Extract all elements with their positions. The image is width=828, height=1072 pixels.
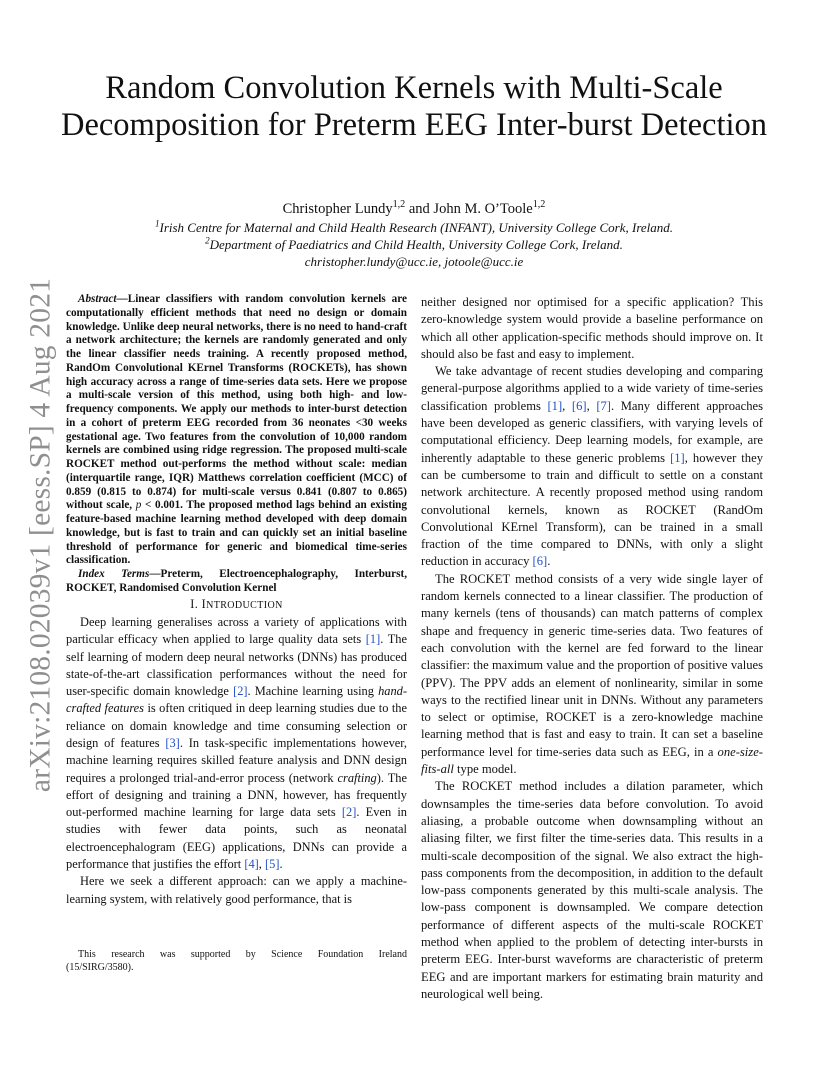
- index-terms: [66, 568, 407, 596]
- left-column: [66, 293, 407, 908]
- text-run: . The self learning of modern deep neural networks (DNNs) has produced state-of-the-art classification performances without the need for user-specific domain knowledge: [66, 632, 407, 699]
- affiliation-1-mark: 1: [154, 218, 160, 229]
- affiliation-2-mark: 2: [205, 235, 210, 246]
- author-1: Christopher Lundy: [282, 201, 393, 217]
- text-run: type model.: [453, 762, 517, 777]
- right-paragraph-3: [421, 571, 763, 779]
- text-run: . Many different approaches have been developed as generic classifiers, with varying levels of computational efficiency. Deep learning models, for example, are inherently adaptable to these generic problems: [421, 398, 764, 465]
- citation-link[interactable]: [2]: [233, 684, 248, 699]
- citation-link[interactable]: [4]: [244, 857, 259, 872]
- text-run: ,: [586, 398, 597, 413]
- footnote-line-2: (15/SIRG/3580).: [66, 962, 134, 973]
- text-run: We take advantage of recent studies developing and comparing general-purpose algorithms applied to a wide variety of time-series classification problems: [421, 364, 763, 413]
- funding-footnote: [66, 948, 407, 974]
- abstract-p-symbol: p: [135, 499, 142, 512]
- text-run: , however they can be cumbersome to train and difficult to settle on a constant network architecture. A recently proposed method using random convolutional kernels, known as ROCKET (RandOm Convolutional KErnel Transform), can be trained in a small fraction of the time compared to DNNs, with only a slight reduction in accuracy: [421, 450, 763, 569]
- intro-paragraph-2: Here we seek a different approach: can we apply a machine-learning system, with relatively good performance, that is: [66, 874, 407, 906]
- section-heading-introduction: [66, 596, 407, 614]
- index-terms-label: Index Terms: [78, 568, 150, 580]
- text-run: . Machine learning using: [247, 684, 379, 699]
- text-run: . In task-specific implementations however, machine learning requires skilled feature analysis and DNN design requires a prolonged trial-and-error process (network: [66, 735, 407, 785]
- text-run: .: [279, 857, 283, 872]
- author-2: and John M. O’Toole: [405, 201, 533, 217]
- index-terms-text: —Preterm, Electroencephalography, Interburst, ROCKET, Randomised Convolution Kernel: [66, 568, 407, 594]
- citation-link[interactable]: [2]: [341, 805, 357, 820]
- citation-link[interactable]: [3]: [165, 735, 180, 750]
- affiliation-1-text: Irish Centre for Maternal and Child Health Research (INFANT), University College Cork, Ireland.: [159, 220, 674, 235]
- citation-link[interactable]: [1]: [547, 398, 563, 413]
- text-run: ). The effort of designing and training a DNN, however, has frequently out-performed machine learning for large data sets: [66, 770, 407, 820]
- intro-paragraph-1: [66, 614, 407, 873]
- right-column: [421, 294, 763, 1003]
- abstract-text-2: < 0.001. The proposed method lags behind an existing feature-based machine learning method developed with deep domain knowledge, but is fast to train and can quickly set an initial baseline threshold of performance for generic and biomedical time-series classification.: [66, 499, 407, 567]
- right-paragraph-1: neither designed nor optimised for a specific application? This zero-knowledge system would provide a baseline performance on which all other application-specific methods should improve on. It should also be fast and easy to implement.: [421, 295, 763, 361]
- author-line: [0, 200, 828, 218]
- abstract: [66, 293, 407, 568]
- citation-link[interactable]: [1]: [670, 450, 685, 465]
- author-emails: christopher.lundy@ucc.ie, jotoole@ucc.ie: [304, 254, 524, 269]
- abstract-text-1: —Linear classifiers with random convolution kernels are computationally efficient methods that need no design or domain knowledge. Unlike deep neural networks, there is no need to hand-craft a network architecture; the kernels are randomly generated and only the linear classifier needs training. A recently proposed method, RandOm Convolutional KErnel Transforms (ROCKETs), has shown high accuracy across a range of time-series data sets. Here we propose a multi-scale version of this method, using both high- and low-frequency components. We apply our methods to inter-burst detection in a cohort of preterm EEG recorded from 36 neonates <30 weeks gestational age. Two features from the convolution of 10,000 random kernels are combined using ridge regression. The proposed multi-scale ROCKET method out-performs the method without scale: median (interquartile range, IQR) Matthews correlation coefficient (MCC) of 0.859 (0.815 to 0.874) for multi-scale versus 0.841 (0.807 to 0.865) without scale,: [66, 293, 407, 512]
- author-1-affil: 1,2: [392, 199, 406, 211]
- text-run: ,: [562, 398, 572, 413]
- paper-title: Random Convolution Kernels with Multi-Scale Decomposition for Preterm EEG Inter-burst Detection: [60, 70, 768, 143]
- text-run: . Even in studies with fewer data points, such as neonatal electroencephalogram (EEG) applications, DNNs can provide a performance that justifies the effort: [66, 805, 407, 872]
- text-run: Deep learning generalises across a variety of applications with particular efficacy when applied to large quality data sets: [66, 614, 407, 647]
- citation-link[interactable]: [6]: [571, 398, 587, 413]
- right-paragraph-4: The ROCKET method includes a dilation parameter, which downsamples the time-series data before convolution. To avoid aliasing, a probable outcome when downsampling without an aliasing filter, we first filter the time-series data. This results in a multi-scale decomposition of the signal. We also extract the high-pass components from the decomposition, in addition to the default low-pass components generated by this multi-scale analysis. The low-pass component is downsampled. We compare detection performance of different aspects of the multi-scale ROCKET method when applied to the problem of detecting inter-bursts in preterm EEG. Inter-burst waveforms are characteristic of preterm EEG and are important markers for estimating brain maturity and neurological well being.: [421, 779, 763, 1001]
- arxiv-identifier-text: arXiv:2108.02039v1 [eess.SP] 4 Aug 2021: [24, 277, 57, 793]
- section-heading-rest: NTRODUCTION: [206, 599, 283, 611]
- citation-link[interactable]: [5]: [265, 857, 280, 872]
- text-run: is often critiqued in deep learning studies due to the reliance on domain knowledge and time consuming selection or design of features: [66, 701, 407, 750]
- citation-link[interactable]: [6]: [532, 554, 548, 569]
- emphasis-text: one-size-fits-all: [421, 744, 763, 777]
- right-paragraph-2: [421, 363, 763, 571]
- citation-link[interactable]: [7]: [596, 398, 611, 413]
- footnote-line-1: This research was supported by Science Foundation Ireland: [78, 949, 407, 960]
- text-run: ,: [258, 857, 265, 872]
- emphasis-text: crafting: [337, 770, 377, 785]
- affiliation-1: [0, 219, 828, 236]
- citation-link[interactable]: [1]: [365, 632, 381, 647]
- emphasis-text: hand-crafted features: [66, 684, 407, 716]
- text-run: The ROCKET method consists of a very wide single layer of random kernels connected to a linear classifier. The production of many kernels (tens of thousands) can match patterns of complex shape and frequency in generic time-series data. Two features of each convolution with the kernel are fed forward to the linear classifier: the maximum value and the proportion of positive values (PPV). The PPV adds an element of nonlinearity, similar in some ways to the rectified linear unit in DNNs. Without any parameters to select or optimise, ROCKET is a zero-knowledge machine learning method that is fast and easy to train. It can set a baseline performance level for time-series data such as EEG, in a: [421, 571, 763, 759]
- text-run: .: [547, 554, 551, 569]
- section-heading-number: I. I: [190, 596, 207, 611]
- author-2-affil: 1,2: [532, 199, 546, 211]
- abstract-label: Abstract: [78, 293, 117, 305]
- arxiv-identifier: [18, 277, 64, 793]
- affiliation-2-text: Department of Paediatrics and Child Health, University College Cork, Ireland.: [209, 237, 623, 252]
- affiliation-2: [0, 236, 828, 253]
